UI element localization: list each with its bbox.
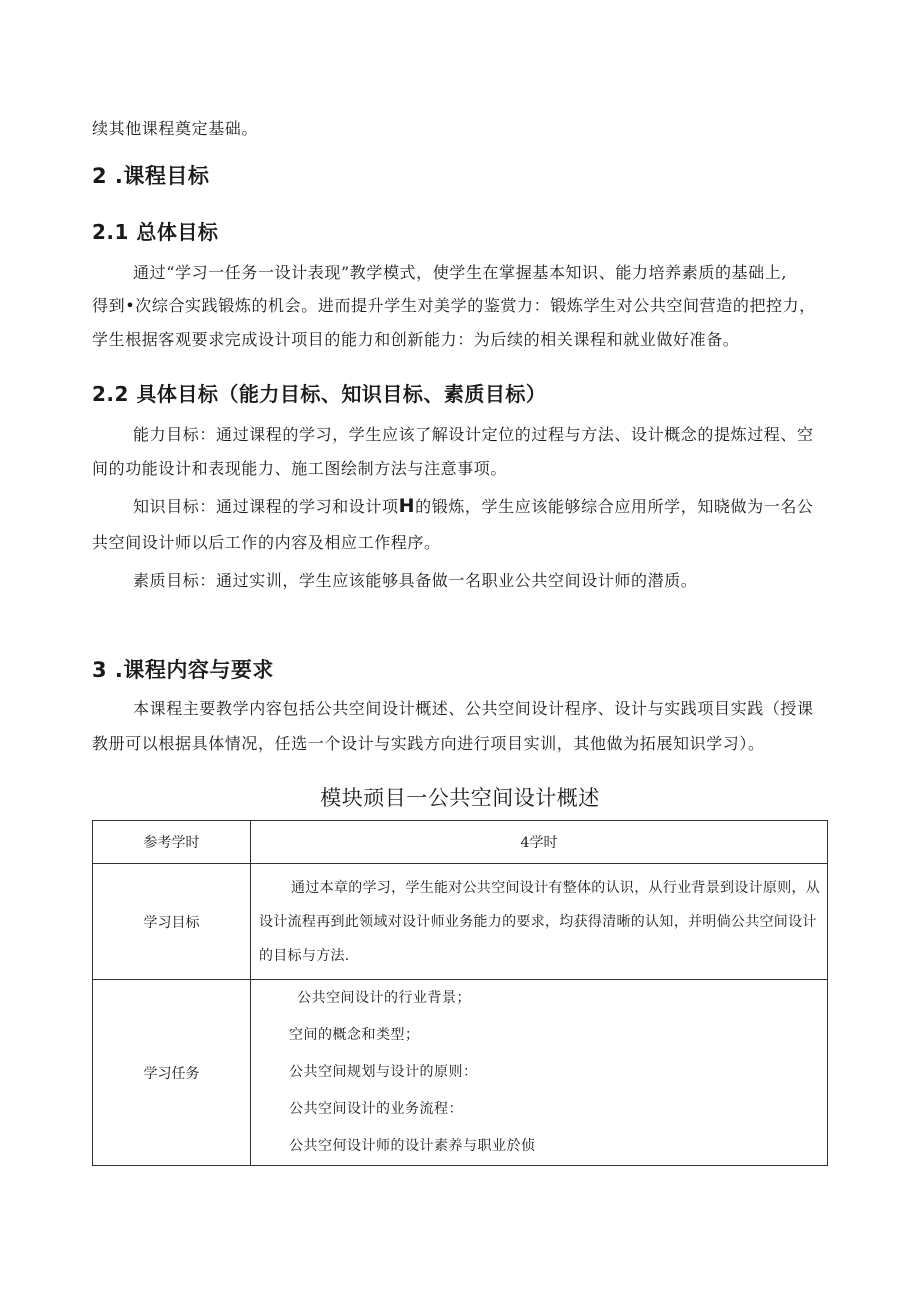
table-row-tasks [93,980,828,1166]
overall-goal-line-3: 学生根据客观要求完成设计项目的能力和创新能力：为后续的相关课程和就业做好准备。 [92,330,740,349]
goal-text: 通过本章的学习，学生能对公共空间设计有整体的认识，从行业背景到设计原则，从设计流程再到此领域对设计师业务能力的要求，均获得清晰的认知，并明倘公共空间设计的目标与方法. [259,879,821,964]
quality-goal-line: 素质目标：通过实训，学生应该能够具备做一名职业公共空间设计师的潜质。 [133,571,698,590]
course-content-line-1: 本课程主要教学内容包括公共空间设计概述、公共空间设计程序、设计与实践项目实践（授课 [133,699,814,718]
ability-goal-line-1: 能力目标：通过课程的学习，学生应该了解设计定位的过程与方法、设计概念的提炼过程、空 [133,425,814,444]
list-item: 公共空间设计的行业背景； [297,990,471,1006]
knowledge-goal-h-glyph: H [398,495,416,517]
section-2-2-heading: 2.2 具体目标（能力目标、知识目标、素质目标） [92,382,547,406]
knowledge-goal-part-b: 的锻炼，学生应该能够综合应用所学，知晓做为一名公 [415,497,814,516]
goal-label: 学习目标 [93,864,251,980]
overall-goal-line-1: 通过“学习一任务一设计表现”教学模式，使学生在掌握基本知识、能力培养素质的基础上, [133,263,788,282]
knowledge-goal-line-2: 共空间设计师以后工作的内容及相应工作程序。 [92,533,441,552]
knowledge-goal-line-1 [133,494,814,517]
hours-value: 4学时 [251,821,828,864]
section-2-1-heading: 2.1 总体目标 [92,220,219,244]
section-3-heading: 3 .课程内容与要求 [92,658,274,682]
table-row-goal [93,864,828,980]
module-table [92,820,828,1166]
continuation-text: 续其他课程奠定基础。 [92,119,259,138]
module-table-title: 模块顽目一公共空间设计概述 [320,786,600,810]
list-item: 公共空何设计师的设计素养与职业於侦 [289,1138,536,1154]
course-content-line-2: 教册可以根据具体情况，任选一个设计与实践方向进行项目实训，其他做为拓展知识学习）。 [92,734,765,753]
ability-goal-line-2: 间的功能设计和表现能力、施工图绘制方法与注意事项。 [92,459,508,478]
list-item: 空间的概念和类型； [289,1027,420,1043]
list-item: 公共空间规划与设计的原则： [289,1064,478,1080]
list-item: 公共空间设计的业务流程： [289,1101,463,1117]
knowledge-goal-part-a: 知识目标：通过课程的学习和设计项 [133,497,399,516]
table-row-hours [93,821,828,864]
hours-label: 参考学时 [93,821,251,864]
task-list [251,980,827,1165]
overall-goal-line-2: 得到•次综合实践锻炼的机会。进而提升学生对美学的鉴赏力：锻炼学生对公共空间营造的把控力， [92,296,816,315]
task-label: 学习任务 [93,980,251,1166]
task-cell [251,980,828,1166]
section-2-heading: 2 .课程目标 [92,164,210,188]
goal-cell [251,864,828,980]
